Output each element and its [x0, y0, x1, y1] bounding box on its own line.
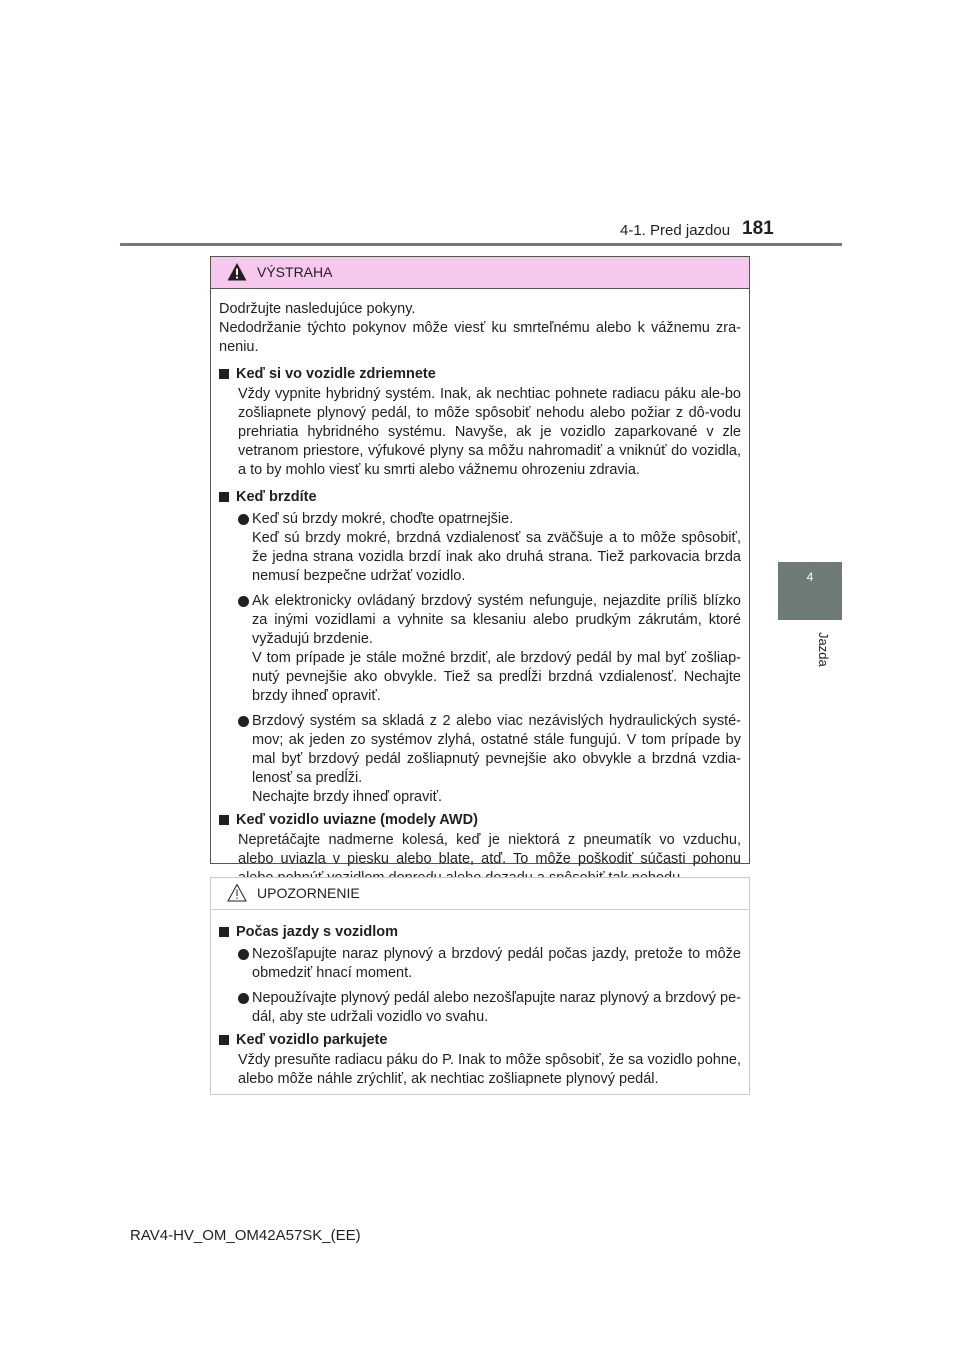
warning-triangle-icon [227, 262, 247, 282]
warning-section-braking [219, 488, 741, 807]
section-heading-text: Keď brzdíte [236, 489, 317, 505]
warning-body [211, 289, 749, 888]
list-item-text: Nezošľapujte naraz plynový a brzdový pedál počas jazdy, pretože to môže obmedziť hnací moment. [252, 946, 741, 981]
warning-section-drowsy [219, 365, 741, 480]
list-item-text: Keď sú brzdy mokré, choďte opatrnejšie. [252, 511, 514, 527]
circle-bullet-icon [238, 949, 249, 960]
list-item [219, 592, 741, 706]
caution-body [211, 910, 749, 1089]
list-item [219, 989, 741, 1027]
list-item-text: Nepoužívajte plynový pedál alebo nezošľapujte naraz plynový a brzdový pe-dál, aby ste udržali vozidlo vo svahu. [252, 990, 741, 1025]
list-item [219, 945, 741, 983]
list-item-text: Nechajte brzdy ihneď opraviť. [252, 789, 443, 805]
warning-title: VÝSTRAHA [257, 264, 333, 280]
footer-doc-code: RAV4-HV_OM_OM42A57SK_(EE) [130, 1227, 361, 1244]
section-heading [219, 1031, 741, 1050]
list-item [219, 510, 741, 586]
chapter-tab [778, 562, 842, 620]
warning-intro-1: Dodržujte nasledujúce pokyny. [219, 301, 416, 317]
section-heading-text: Keď vozidlo parkujete [236, 1032, 388, 1048]
section-heading-text: Počas jazdy s vozidlom [236, 924, 398, 940]
square-bullet-icon [219, 369, 229, 379]
caution-section-driving [219, 923, 741, 1027]
list-item-text: V tom prípade je stále možné brzdiť, ale brzdový pedál by mal byť zošliap-nutý pevnejšie ako obvykle. Tiež sa predĺži brzdná vzdialenosť. Nechajte brzdy ihneď opraviť. [252, 650, 741, 704]
caution-header [211, 878, 749, 910]
section-heading-text: Keď si vo vozidle zdriemnete [236, 366, 436, 382]
caution-section-parking [219, 1031, 741, 1089]
caution-triangle-icon [227, 883, 247, 903]
warning-header [211, 257, 749, 289]
section-heading [219, 923, 741, 942]
section-text: Vždy presuňte radiacu páku do P. Inak to môže spôsobiť, že sa vozidlo pohne, alebo môže náhle zrýchliť, ak nechtiac zošliapnete plynový pedál. [238, 1052, 741, 1087]
circle-bullet-icon [238, 716, 249, 727]
section-text: Vždy vypnite hybridný systém. Inak, ak nechtiac pohnete radiacu páku ale-bo zošliapnete plynový pedál, to môže spôsobiť nehodu alebo požiar z dô-vodu prehriatia hybridného systému. Navyše, ak je vozidlo zaparkované v zle vetranom priestore, výfukové plyny sa môžu nahromadiť a vniknúť do vozidla, a to by mohlo viesť ku smrti alebo vážnemu ohrozeniu zdravia. [238, 386, 741, 478]
square-bullet-icon [219, 1035, 229, 1045]
page-number: 181 [742, 218, 774, 239]
section-title: 4-1. Pred jazdou [620, 222, 731, 239]
caution-box [210, 877, 750, 1095]
section-heading-text: Keď vozidlo uviazne (modely AWD) [236, 812, 478, 828]
chapter-number: 4 [806, 570, 814, 584]
list-item-text: Ak elektronicky ovládaný brzdový systém nefunguje, nejazdite príliš blízko za inými vozidlami a vyhnite sa klesaniu alebo prudkým zákrutám, ktoré vyžadujú brzdenie. [252, 593, 741, 647]
square-bullet-icon [219, 815, 229, 825]
warning-intro-2: Nedodržanie týchto pokynov môže viesť ku smrteľnému alebo k vážnemu zra-neniu. [219, 320, 741, 355]
circle-bullet-icon [238, 993, 249, 1004]
list-item [219, 712, 741, 807]
section-heading [219, 365, 741, 384]
circle-bullet-icon [238, 514, 249, 525]
warning-box [210, 256, 750, 867]
header-rule [120, 243, 842, 246]
list-item-text: Brzdový systém sa skladá z 2 alebo viac nezávislých hydraulických systé-mov; ak jeden zo systémov zlyhá, ostatné stále fungujú. V tom prípade by mal byť brzdový pedál zošliapnutý pevnejšie ako obvykle a brzdná vzdia-lenosť sa predĺži. [252, 713, 741, 786]
caution-title: UPOZORNENIE [257, 885, 360, 901]
section-heading [219, 488, 741, 507]
section-heading [219, 811, 741, 830]
square-bullet-icon [219, 492, 229, 502]
section-text: Nepretáčajte nadmerne kolesá, keď je niektorá z pneumatík vo vzduchu, alebo uviazla v piesku alebo blate, atď. To môže poškodiť súčasti pohonu [238, 832, 741, 867]
list-item-text: Keď sú brzdy mokré, brzdná vzdialenosť sa zväčšuje a to môže spôsobiť, že jedna strana vozidla brzdí inak ako druhá strana. Tiež parkovacia brzda nemusí bezpečne udržať vozidlo. [252, 530, 741, 584]
square-bullet-icon [219, 927, 229, 937]
chapter-label: Jazda [816, 632, 831, 667]
circle-bullet-icon [238, 596, 249, 607]
